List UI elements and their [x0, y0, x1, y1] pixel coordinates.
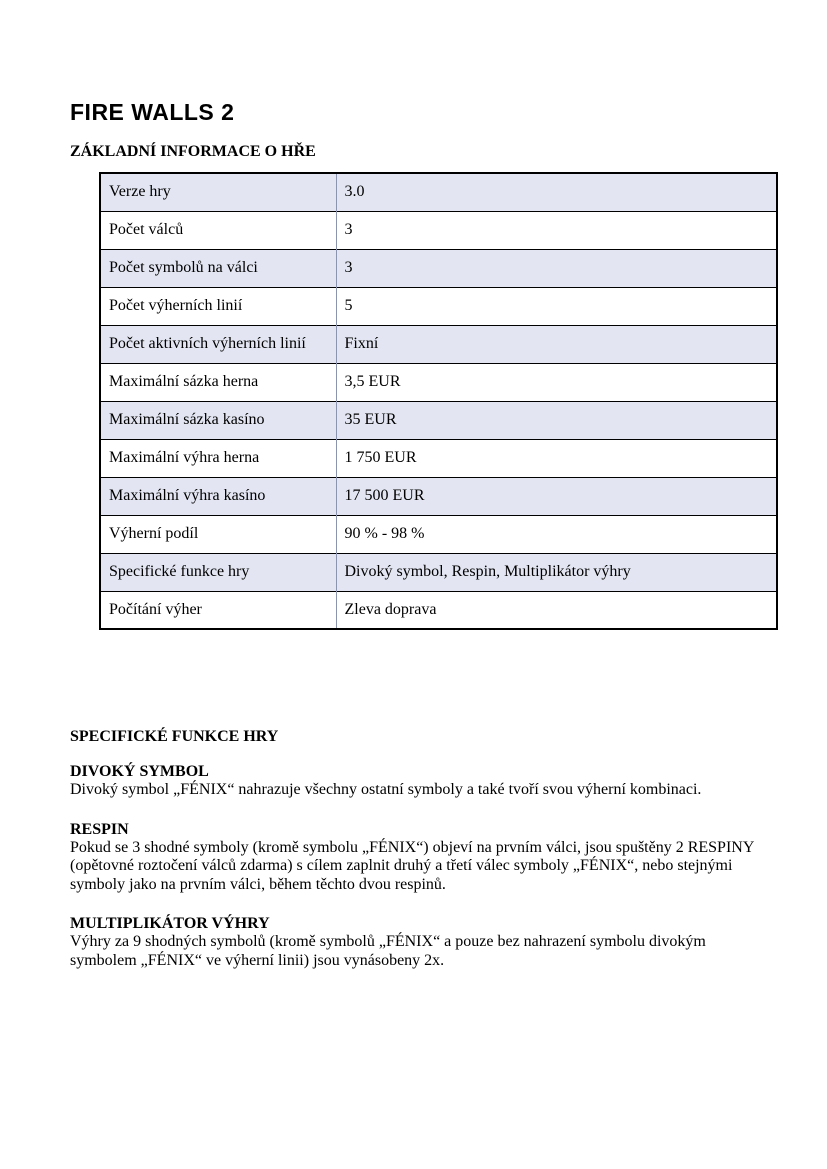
row-label: Maximální sázka herna: [100, 363, 336, 401]
table-row: [100, 439, 777, 477]
feature-block-wild-symbol: [70, 762, 776, 800]
row-value: 5: [336, 287, 777, 325]
table-row: [100, 325, 777, 363]
game-title: FIRE WALLS 2: [70, 99, 235, 126]
row-value: 35 EUR: [336, 401, 777, 439]
row-label: Maximální výhra herna: [100, 439, 336, 477]
feature-paragraph: Pokud se 3 shodné symboly (kromě symbolu „FÉNIX“) objeví na prvním válci, jsou spuštěny 2 RESPINY (opětovné roztočení válců zdarma) s cílem zaplnit druhý a třetí válec symboly „FÉNIX“, nebo stejnými symboly jako na prvním válci, během těchto dvou respinů.: [70, 838, 754, 893]
feature-paragraph: Výhry za 9 shodných symbolů (kromě symbolů „FÉNIX“ a pouze bez nahrazení symbolu divokým symbolem „FÉNIX“ ve výherní linii) jsou vynásobeny 2x.: [70, 933, 706, 969]
row-label: Počet výherních linií: [100, 287, 336, 325]
row-value: Zleva doprava: [336, 591, 777, 629]
section-heading-basic-info: ZÁKLADNÍ INFORMACE O HŘE: [70, 143, 316, 161]
row-value: 90 % - 98 %: [336, 515, 777, 553]
row-value: 17 500 EUR: [336, 477, 777, 515]
table-row: [100, 211, 777, 249]
row-label: Maximální sázka kasíno: [100, 401, 336, 439]
row-label: Počítání výher: [100, 591, 336, 629]
row-label: Verze hry: [100, 173, 336, 211]
feature-paragraph: Divoký symbol „FÉNIX“ nahrazuje všechny ostatní symboly a také tvoří svou výherní kombinaci.: [70, 781, 702, 798]
table-row: [100, 173, 777, 211]
feature-heading: MULTIPLIKÁTOR VÝHRY: [70, 915, 270, 932]
feature-block-respin: [70, 820, 776, 895]
table-row: [100, 249, 777, 287]
table-row: [100, 477, 777, 515]
table-row: [100, 515, 777, 553]
row-value: Divoký symbol, Respin, Multiplikátor výhry: [336, 553, 777, 591]
table-row: [100, 287, 777, 325]
row-value: 1 750 EUR: [336, 439, 777, 477]
feature-block-win-multiplier: [70, 914, 776, 970]
row-value: 3,5 EUR: [336, 363, 777, 401]
table-row: [100, 553, 777, 591]
table-row: [100, 363, 777, 401]
row-label: Počet válců: [100, 211, 336, 249]
feature-heading: RESPIN: [70, 820, 129, 838]
row-value: 3: [336, 249, 777, 287]
game-info-table: [99, 172, 778, 630]
table-row: [100, 591, 777, 629]
table-row: [100, 401, 777, 439]
row-label: Výherní podíl: [100, 515, 336, 553]
row-value: 3: [336, 211, 777, 249]
feature-heading: DIVOKÝ SYMBOL: [70, 763, 209, 780]
row-label: Počet symbolů na válci: [100, 249, 336, 287]
row-value: 3.0: [336, 173, 777, 211]
row-label: Maximální výhra kasíno: [100, 477, 336, 515]
row-label: Specifické funkce hry: [100, 553, 336, 591]
row-value: Fixní: [336, 325, 777, 363]
row-label: Počet aktivních výherních linií: [100, 325, 336, 363]
section-heading-specific-functions: SPECIFICKÉ FUNKCE HRY: [70, 728, 279, 745]
specific-functions-section: [70, 727, 776, 990]
